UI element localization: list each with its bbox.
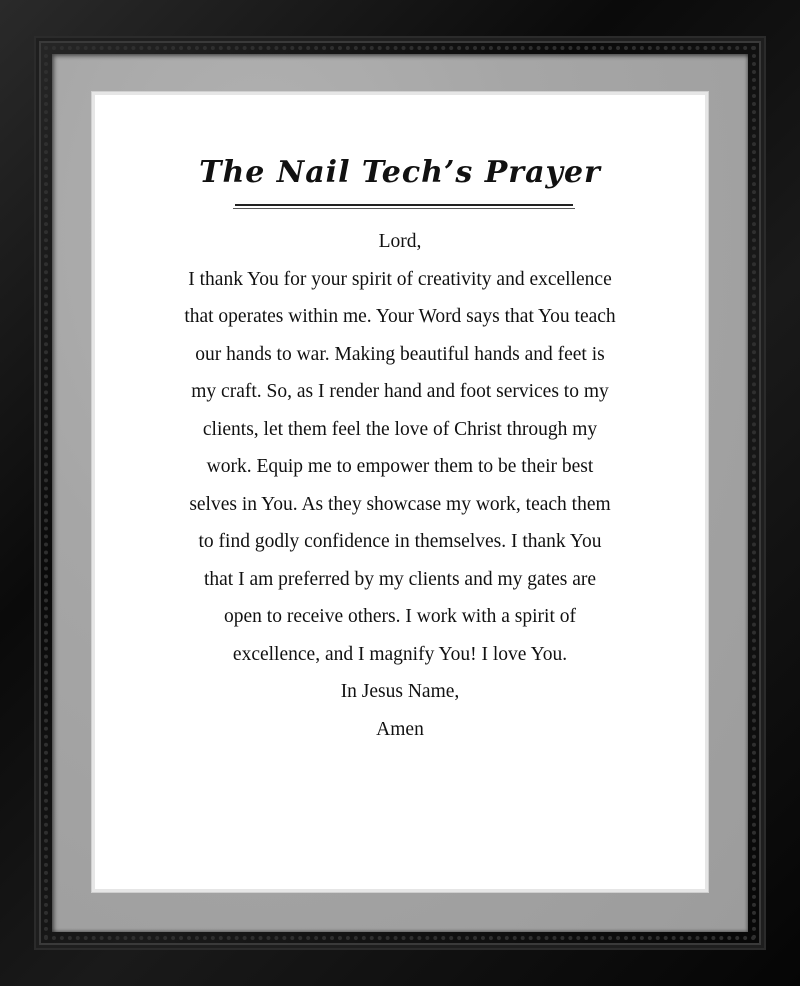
prayer-line: that operates within me. Your Word says that You teach: [184, 306, 616, 327]
prayer-line: I thank You for your spirit of creativity and excellence: [188, 268, 612, 290]
title-underline: [235, 204, 573, 206]
prayer-line: excellence, and I magnify You! I love You.: [232, 643, 568, 665]
prayer-line: my craft. So, as I render hand and foot services to my: [191, 381, 609, 402]
prayer-title: The Nail Tech’s Prayer: [199, 155, 601, 190]
prayer-sheet: [92, 92, 708, 892]
prayer-line: work. Equip me to empower them to be their best: [206, 456, 594, 477]
prayer-salutation: Lord,: [378, 231, 422, 252]
prayer-line: our hands to war. Making beautiful hands and feet is: [195, 343, 605, 365]
prayer-body: [95, 223, 705, 748]
prayer-line: to find godly confidence in themselves. I thank You: [198, 531, 602, 552]
prayer-amen: Amen: [376, 718, 424, 740]
prayer-line: open to receive others. I work with a spirit of: [224, 606, 576, 627]
prayer-line: that I am preferred by my clients and my gates are: [203, 568, 596, 590]
title-underline-thin: [233, 208, 575, 209]
prayer-line: clients, let them feel the love of Christ through my: [202, 418, 598, 440]
prayer-line: selves in You. As they showcase my work, teach them: [189, 493, 611, 515]
prayer-closing: In Jesus Name,: [340, 681, 460, 702]
